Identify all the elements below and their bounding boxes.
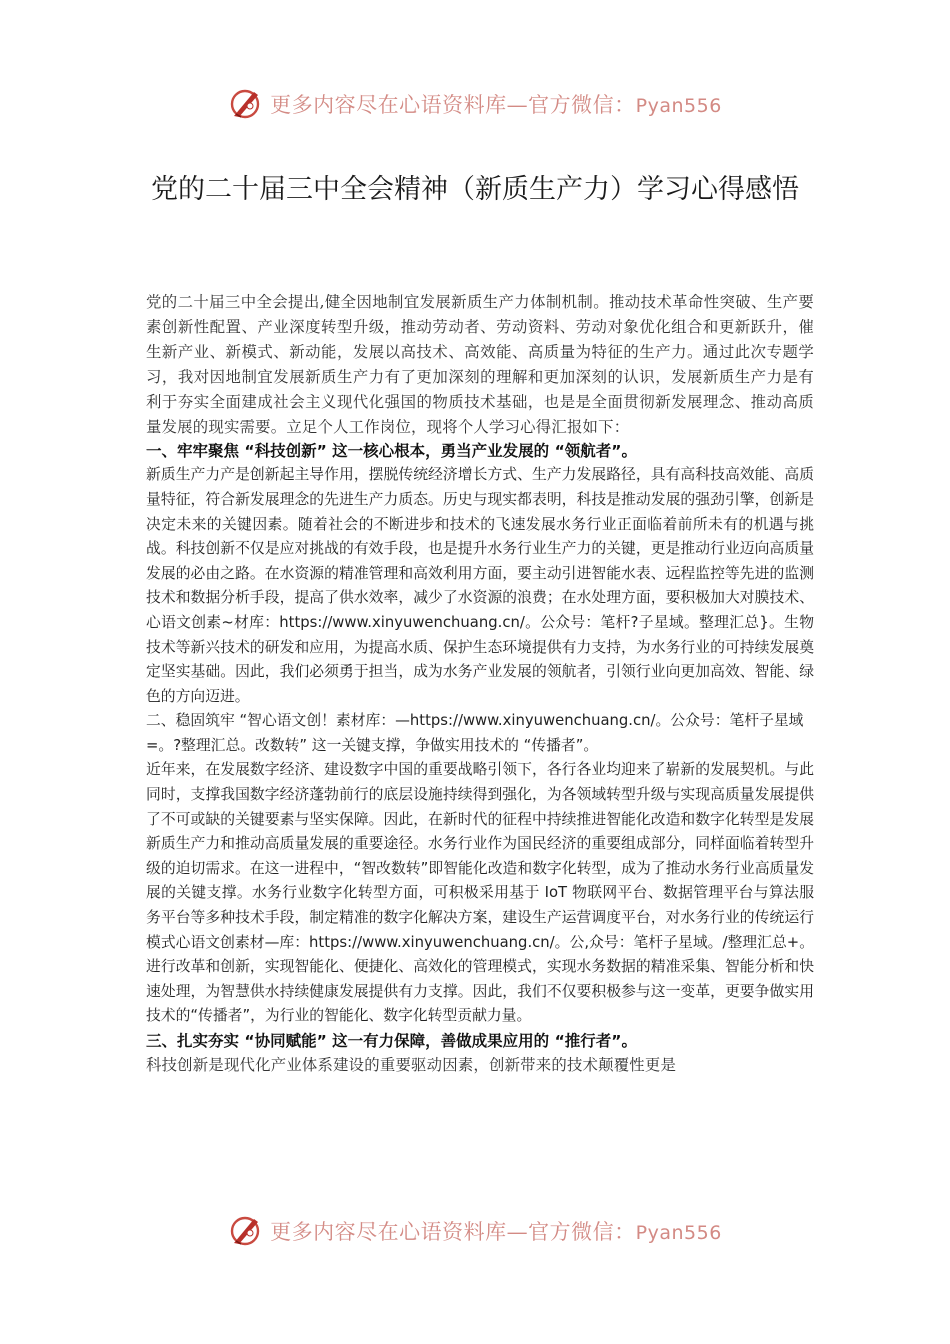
- banner-text: [270, 89, 722, 119]
- section1-heading: 一、牢牢聚焦 “科技创新” 这一核心根本，勇当产业发展的 “领航者”。: [146, 442, 637, 461]
- pen-nib-logo-icon: [228, 86, 264, 122]
- section2-heading: 二、稳固筑牢 “智心语文创！素材库：—https://www.xinyuwenchuang.cn/。公众号：笔杆子星域=。?整理汇总。改数转” 这一关键支撑，争做实用技术的 “传播者”。: [146, 712, 804, 754]
- banner-text: [270, 1216, 722, 1246]
- section2-paragraph: 近年来，在发展数字经济、建设数字中国的重要战略引领下，各行各业均迎来了崭新的发展契机。与此同时，支撑我国数字经济蓬勃前行的底层设施持续得到强化，为各领域转型升级与实现高质量发展提供了不可或缺的关键要素与坚实保障。因此，在新时代的征程中持续推进智能化改造和数字化转型是发展新质生产力和推动高质量发展的重要途径。水务行业作为国民经济的重要组成部分，同样面临着转型升级的迫切需求。在这一进程中，“智改数转”即智能化改造和数字化转型，成为了推动水务行业高质量发展的关键支撑。水务行业数字化转型方面，可积极采用基于 IoT 物联网平台、数据管理平台与算法服务平台等多种技术手段，制定精准的数字化解决方案，建设生产运营调度平台，对水务行业的传统运行模式心语文创素材—库：https://www.xinyuwenchuang.cn/。公,众号：笔杆子星域。/整理汇总+。进行改革和创新，实现智能化、便捷化、高效化的管理模式，实现水务数据的精准采集、智能分析和快速处理，为智慧供水持续健康发展提供有力支撑。因此，我们不仅要积极参与这一变革，更要争做实用技术的“传播者”，为行业的智能化、数字化转型贡献力量。: [146, 761, 814, 1025]
- intro-paragraph: 党的二十届三中全会提出,健全因地制宜发展新质生产力体制机制。推动技术革命性突破、生产要素创新性配置、产业深度转型升级，推动劳动者、劳动资料、劳动对象优化组合和更新跃升，催生新产业、新模式、新动能，发展以高技术、高效能、高质量为特征的生产力。通过此次专题学习，我对因地制宜发展新质生产力有了更加深刻的理解和更加深刻的认识，发展新质生产力是有利于夯实全面建成社会主义现代化强国的物质技术基础，也是是全面贯彻新发展理念、推动高质量发展的现实需要。立足个人工作岗位，现将个人学习心得汇报如下：: [146, 293, 814, 436]
- banner-text-cn: 更多内容尽在心语资料库—官方微信：: [270, 93, 636, 117]
- document-title: 党的二十届三中全会精神（新质生产力）学习心得感悟: [151, 174, 799, 206]
- banner-wechat-id: Pyan556: [635, 1222, 722, 1244]
- banner-wechat-id: Pyan556: [635, 95, 722, 117]
- document-body: [146, 290, 814, 1078]
- footer-banner: [0, 1209, 950, 1253]
- section3-heading: 三、扎实夯实 “协同赋能” 这一有力保障，善做成果应用的 “推行者”。: [146, 1031, 637, 1050]
- banner-text-cn: 更多内容尽在心语资料库—官方微信：: [270, 1220, 636, 1244]
- section1-paragraph: 新质生产力产是创新起主导作用，摆脱传统经济增长方式、生产力发展路径，具有高科技高效能、高质量特征，符合新发展理念的先进生产力质态。历史与现实都表明，科技是推动发展的强劲引擎，创新是决定未来的关键因素。随着社会的不断进步和技术的飞速发展水务行业正面临着前所未有的机遇与挑战。科技创新不仅是应对挑战的有效手段，也是提升水务行业生产力的关键，更是推动行业迈向高质量发展的必由之路。在水资源的精准管理和高效利用方面，要主动引进智能水表、远程监控等先进的监测技术和数据分析手段，提高了供水效率，减少了水资源的浪费；在水处理方面，要积极加大对膜技术、心语文创素~材库：https://www.xinyuwenchuang.cn/。公众号：笔杆?子星域。整理汇总}。生物技术等新兴技术的研发和应用，为提高水质、保护生态环境提供有力支持，为水务行业的可持续发展奠定坚实基础。因此，我们必须勇于担当，成为水务产业发展的领航者，引领行业向更加高效、智能、绿色的方向迈进。: [146, 466, 814, 705]
- pen-nib-logo-icon: [228, 1213, 264, 1249]
- header-banner: [0, 82, 950, 126]
- section3-paragraph: 科技创新是现代化产业体系建设的重要驱动因素，创新带来的技术颠覆性更是: [146, 1055, 677, 1074]
